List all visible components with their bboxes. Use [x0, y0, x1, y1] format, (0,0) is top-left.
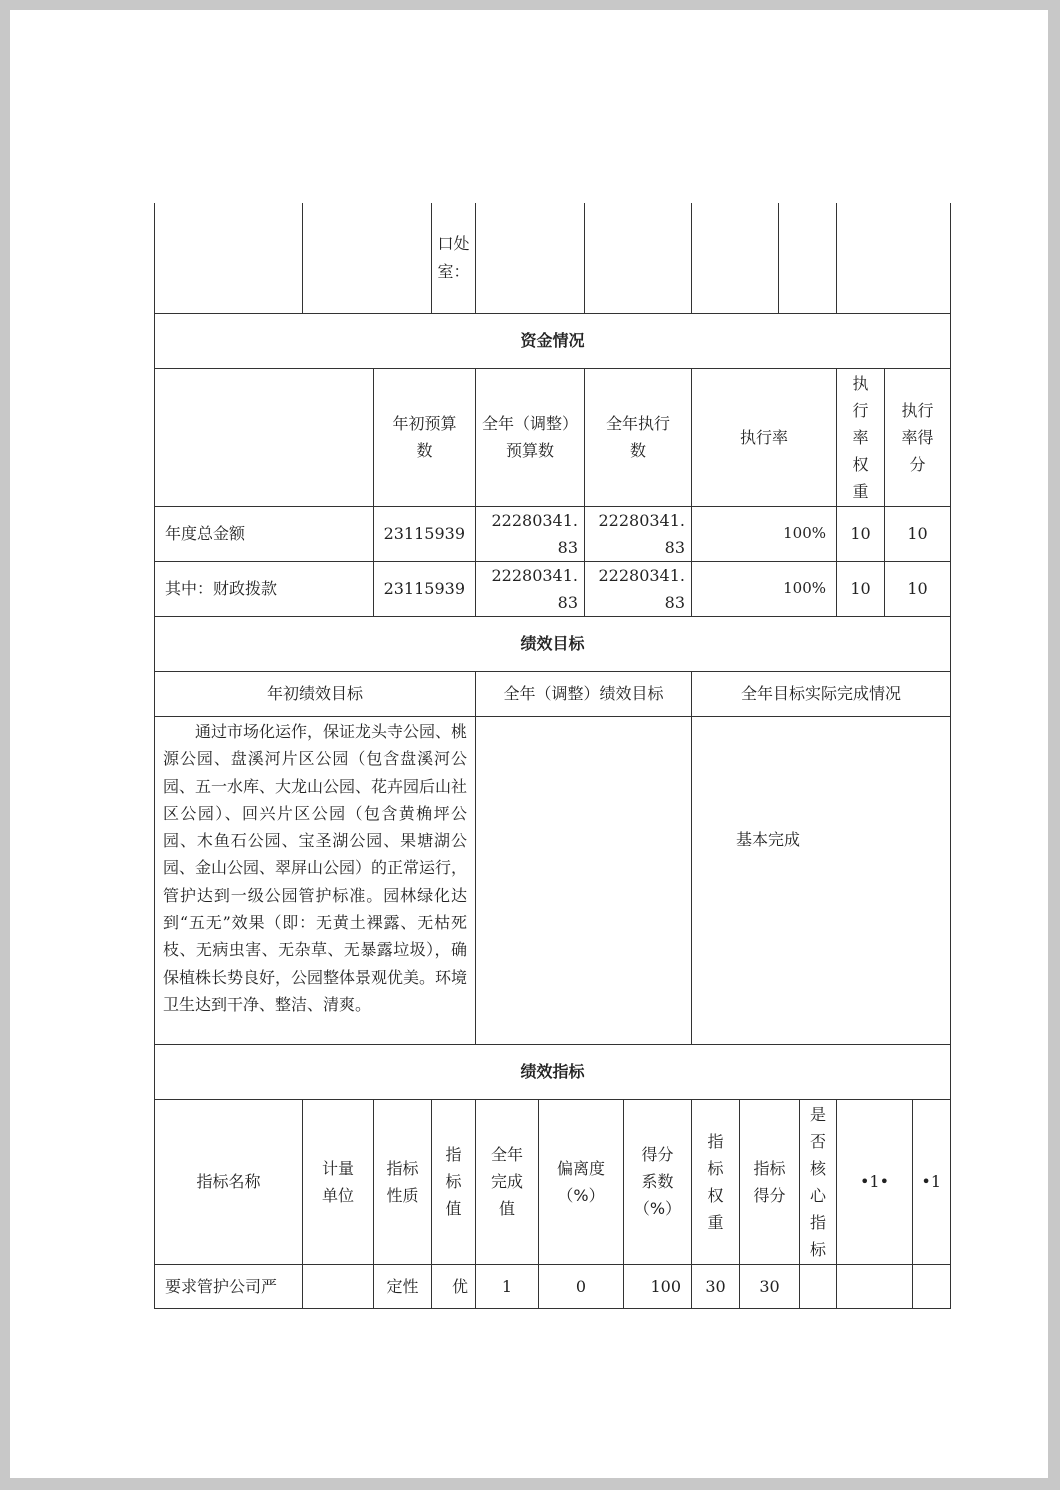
- header-adjusted-budget: 全年（调整）预算数: [482, 414, 579, 460]
- header-actual-completion: 全年目标实际完成情况: [740, 684, 901, 703]
- header-extra-2: •1: [921, 1172, 941, 1191]
- header-initial-goal: 年初绩效目标: [266, 684, 363, 703]
- funds-section-title: 资金情况: [520, 331, 585, 350]
- header-adjusted-goal: 全年（调整）绩效目标: [503, 684, 664, 703]
- indicator-name: 要求管护公司严: [165, 1276, 278, 1296]
- header-unit: 计量单位: [321, 1158, 354, 1205]
- header-indicator-name: 指标名称: [196, 1172, 261, 1191]
- initial-goal-text: 通过市场化运作，保证龙头寺公园、桃源公园、盘溪河片区公园（包含盘溪河公园、五一水库、大龙山公园、花卉园后山社区公园）、回兴片区公园（包含黄桷坪公园、木鱼石公园、宝圣湖公园、果塘湖公园、金山公园、翠屏山公园）的正常运行，管护达到一级公园管护标准。园林绿化达到“五无”效果（即：无黄土裸露、无枯死枝、无病虫害、无杂草、无暴露垃圾），确保植株长势良好，公园整体景观优美。环境卫生达到干净、整洁、清爽。: [163, 722, 468, 1014]
- fiscal-score: 10: [907, 579, 928, 598]
- header-indicator-value: 指标值: [445, 1145, 462, 1218]
- fiscal-rate: 100%: [783, 579, 826, 597]
- total-executed: 22280341.83: [598, 510, 685, 557]
- indicator-deviation: 0: [575, 1276, 587, 1296]
- total-score: 10: [907, 524, 928, 543]
- header-initial-budget: 年初预算数: [392, 414, 457, 460]
- row-label-total: 年度总金额: [165, 524, 246, 543]
- header-extra-1: •1•: [859, 1172, 890, 1191]
- header-deviation: 偏离度（%）: [556, 1158, 605, 1205]
- performance-table: [154, 203, 951, 1309]
- header-completed-value: 全年完成值: [490, 1145, 523, 1218]
- total-adjusted-budget: 22280341.83: [491, 510, 578, 557]
- indicator-value: 优: [451, 1276, 468, 1296]
- header-executed: 全年执行数: [605, 414, 670, 460]
- indicator-coefficient: 100: [650, 1276, 681, 1296]
- indicator-extra-2: [913, 1264, 950, 1308]
- header-core-indicator: 是否核心指标: [810, 1104, 827, 1259]
- row-label-fiscal: 其中：财政拨款: [165, 579, 278, 598]
- fiscal-weight: 10: [850, 579, 871, 598]
- total-rate: 100%: [783, 524, 826, 542]
- header-indicator-weight: 指标权重: [707, 1131, 724, 1232]
- header-nature: 指标性质: [386, 1158, 419, 1205]
- header-rate-weight: 执行率权重: [852, 373, 869, 501]
- adjusted-goal-text: [476, 716, 691, 1044]
- total-weight: 10: [850, 524, 871, 543]
- indicators-section-title: 绩效指标: [520, 1062, 585, 1081]
- header-indicator-score: 指标得分: [753, 1158, 786, 1205]
- indicator-weight: 30: [705, 1276, 726, 1296]
- fiscal-adjusted-budget: 22280341.83: [491, 565, 578, 612]
- indicator-nature: 定性: [386, 1276, 419, 1296]
- indicator-completed: 1: [501, 1276, 513, 1296]
- header-coefficient: 得分系数（%）: [633, 1145, 682, 1218]
- indicator-core: [800, 1264, 836, 1308]
- indicator-extra-1: [837, 1264, 912, 1308]
- goals-section-title: 绩效目标: [520, 634, 585, 653]
- fiscal-executed: 22280341.83: [598, 565, 685, 612]
- header-execution-rate: 执行率: [739, 427, 788, 447]
- indicator-score: 30: [759, 1276, 780, 1296]
- actual-completion-text: 基本完成: [736, 830, 801, 849]
- total-initial-budget: 23115939: [383, 524, 465, 543]
- header-rate-score: 执行率得分: [901, 400, 934, 474]
- indicator-unit: [303, 1264, 373, 1308]
- fiscal-initial-budget: 23115939: [383, 579, 465, 598]
- document-page: [10, 10, 1048, 1478]
- top-row-fragment: 口处室：: [437, 234, 470, 281]
